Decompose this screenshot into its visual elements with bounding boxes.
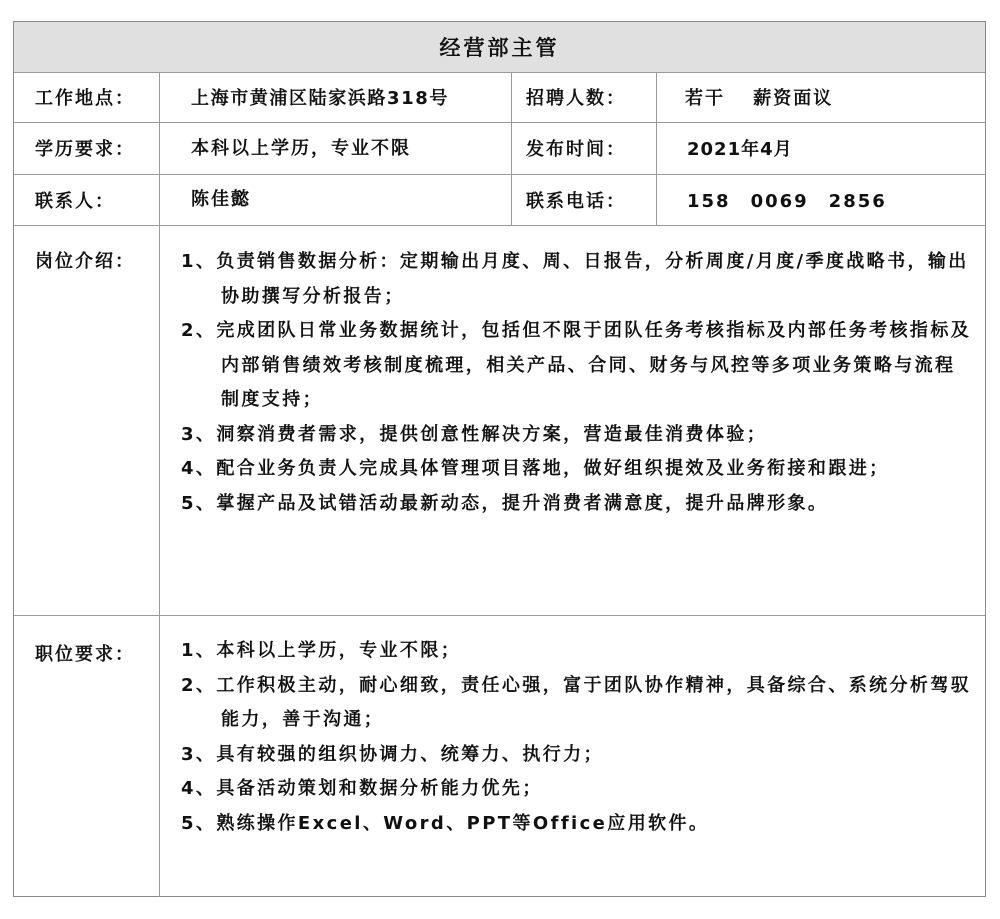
publish-date: 2021年4月 — [687, 139, 793, 160]
list-item: 1、本科以上学历，专业不限； — [181, 640, 462, 661]
location-label: 工作地点： — [35, 88, 135, 109]
position-intro-label: 岗位介绍： — [35, 251, 135, 272]
contact-label: 联系人： — [35, 190, 115, 212]
headcount-value: 若干 薪资面议 — [685, 88, 834, 109]
list-item: 3、洞察消费者需求，提供创意性解决方案，营造最佳消费体验； — [181, 423, 768, 445]
headcount-label: 招聘人数： — [526, 88, 626, 109]
education-value: 本科以上学历，专业不限 — [191, 138, 411, 159]
list-item: 2、完成团队日常业务数据统计，包括但不限于团队任务考核指标及内部任务考核指标及内部销售绩效考核制度梳理，相关产品、合同、财务与风控等多项业务策略与流程制度支持； — [181, 320, 972, 410]
position-intro-list — [181, 245, 974, 521]
requirements-list — [181, 634, 974, 841]
list-item: 1、负责销售数据分析：定期输出月度、周、日报告，分析周度/月度/季度战略书，输出协助撰写分析报告； — [181, 251, 969, 307]
education-label: 学历要求： — [35, 139, 135, 160]
list-item: 4、配合业务负责人完成具体管理项目落地，做好组织提效及业务衔接和跟进； — [181, 458, 890, 479]
list-item: 5、熟练操作Excel、Word、PPT等Office应用软件。 — [181, 812, 710, 834]
phone-label: 联系电话： — [526, 190, 626, 212]
phone-value: 158 0069 2856 — [687, 190, 887, 212]
job-title: 经营部主管 — [14, 22, 985, 72]
publish-label: 发布时间： — [526, 139, 626, 160]
divider — [159, 72, 160, 897]
requirements-label: 职位要求： — [35, 644, 135, 665]
list-item: 2、工作积极主动，耐心细致，责任心强，富于团队协作精神，具备综合、系统分析驾驭能力，善于沟通； — [181, 674, 972, 730]
divider — [656, 72, 657, 225]
location-value: 上海市黄浦区陆家浜路318号 — [191, 88, 449, 109]
list-item: 4、具备活动策划和数据分析能力优先； — [181, 778, 543, 799]
divider — [511, 72, 512, 225]
list-item: 5、掌握产品及试错活动最新动态，提升消费者满意度，提升品牌形象。 — [181, 492, 829, 514]
contact-name: 陈佳懿 — [191, 188, 251, 210]
list-item: 3、具有较强的组织协调力、统筹力、执行力； — [181, 743, 604, 765]
job-posting-table — [13, 21, 986, 897]
